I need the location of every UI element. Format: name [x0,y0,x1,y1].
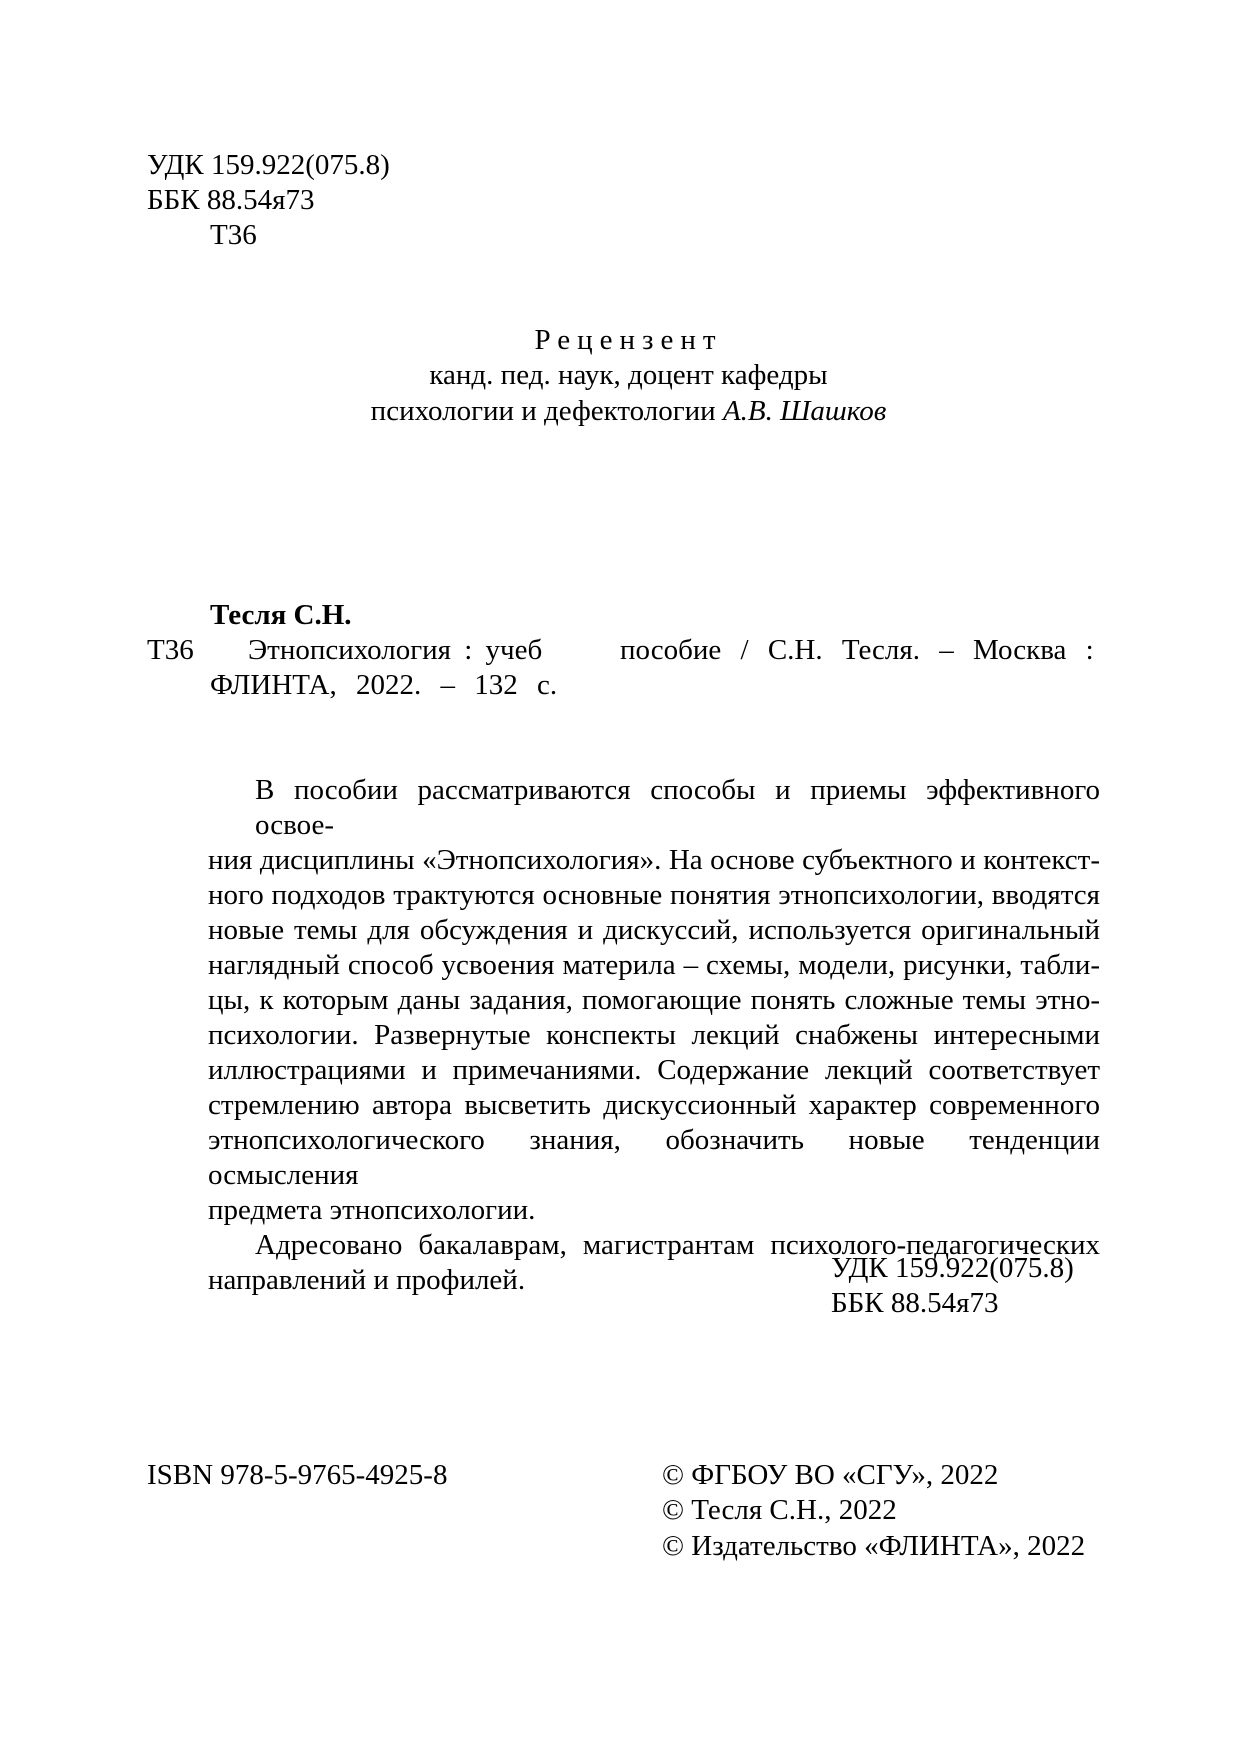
abstract-line: В пособии рассматриваются способы и приемы эффективного освое- [255,774,1100,841]
author-mark-top: Т36 [210,219,257,251]
copyright-line: © Тесля С.Н., 2022 [662,1494,897,1526]
abstract [208,773,1100,1298]
abstract-line: предмета этнопсихологии. [208,1194,536,1226]
book-author: Тесля С.Н. [210,599,352,631]
abstract-line: цы, к которым даны задания, помогающие понять сложные темы этно- [208,984,1100,1016]
reviewer-heading: Рецензент [534,324,723,356]
abstract-line: психологии. Развернутые конспекты лекций снабжены интересными [208,1019,1100,1051]
abstract-line: этнопсихологического знания, обозначить новые тенденции осмысления [208,1124,1100,1191]
bbk-code-bottom: ББК 88.54я73 [831,1287,999,1319]
reviewer-title: канд. пед. наук, доцент кафедры [429,359,828,391]
author-mark-card: Т36 [147,634,194,666]
reviewer-affiliation [8,394,1241,429]
abstract-line: направлений и профилей. [208,1264,526,1296]
abstract-line: наглядный способ усвоения материла – схемы, модели, рисунки, табли- [208,949,1100,981]
udk-code-top: УДК 159.922(075.8) [147,149,390,181]
abstract-line: Адресовано бакалаврам, магистрантам психолого-педагогических [255,1229,1100,1261]
copyright-line: © Издательство «ФЛИНТА», 2022 [662,1530,1086,1562]
reviewer-department: психологии и дефектологии [370,395,723,427]
isbn: ISBN 978-5-9765-4925-8 [147,1459,448,1491]
abstract-line: стремлению автора высветить дискуссионный характер современного [208,1089,1100,1121]
book-responsibility: пособие / С.Н. Тесля. – Москва : [620,634,1094,666]
abstract-paragraph-1 [208,773,1100,1228]
abstract-line: ния дисциплины «Этнопсихология». На основе субъектного и контекст- [208,844,1100,876]
book-publication-info: ФЛИНТА, 2022. – 132 с. [210,669,558,701]
copyright-line: © ФГБОУ ВО «СГУ», 2022 [662,1459,999,1491]
abstract-line: иллюстрациями и примечаниями. Содержание лекций соответствует [208,1054,1100,1086]
book-title: Этнопсихология : учеб [248,634,543,666]
udk-code-bottom: УДК 159.922(075.8) [831,1252,1074,1284]
abstract-line: ного подходов трактуются основные понятия этнопсихологии, вводятся [208,879,1100,911]
bbk-code-top: ББК 88.54я73 [147,184,315,216]
abstract-line: новые темы для обсуждения и дискуссий, используется оригинальный [208,914,1100,946]
reviewer-name: А.В. Шашков [722,395,887,427]
